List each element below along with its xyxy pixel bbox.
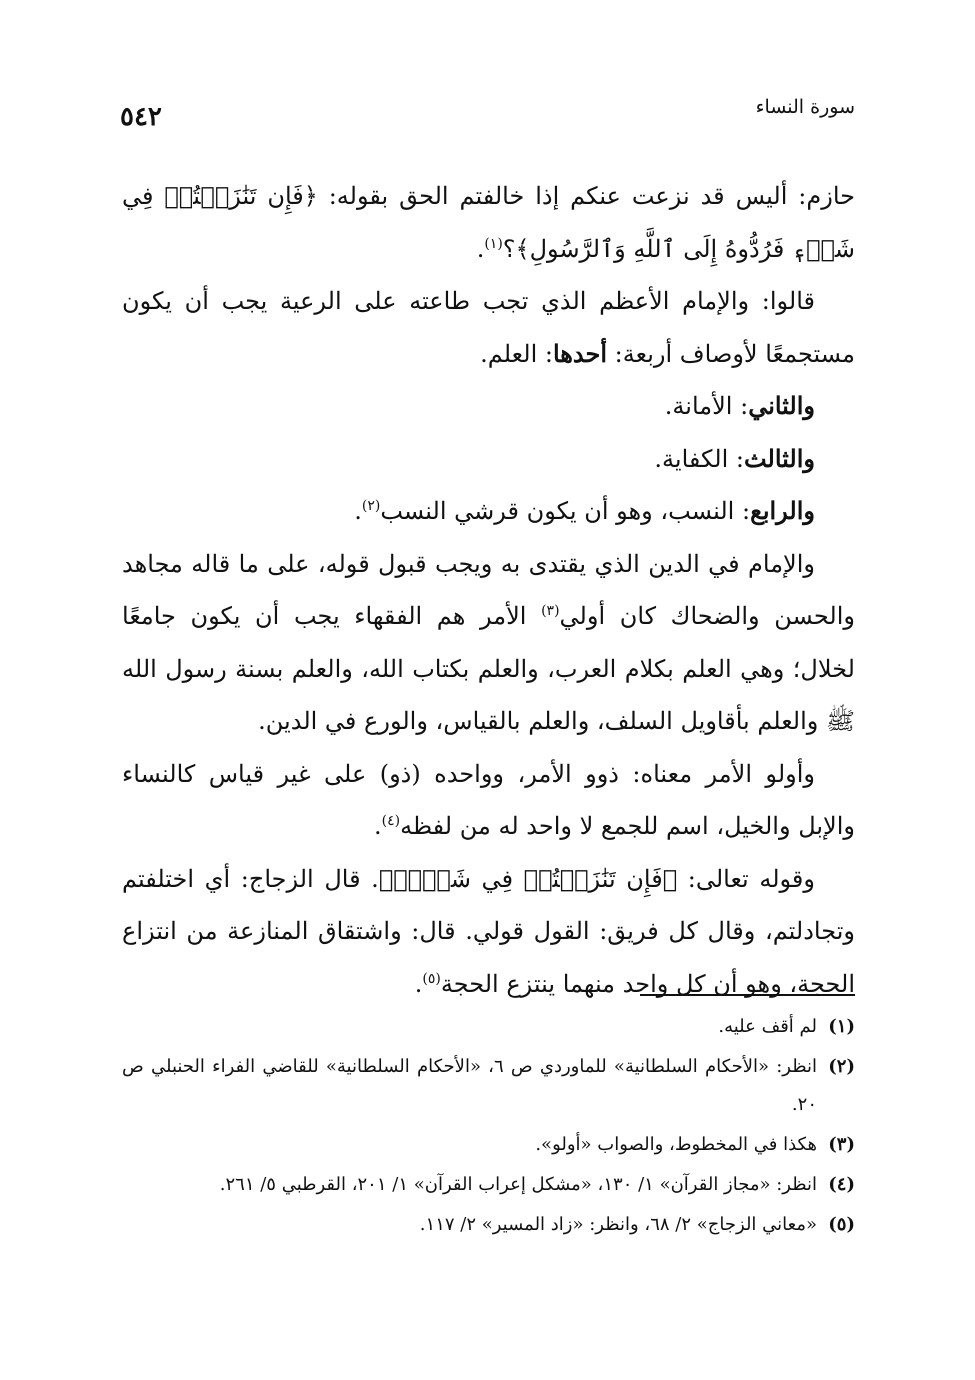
quran-quote: ﴿فَإِن تَنَٰزَعۡتُمۡ فِي شَيۡءٖ﴾	[378, 864, 678, 893]
footnote	[122, 1126, 855, 1164]
paragraph-text: ؟	[502, 234, 516, 263]
footnote-ref: (٥)	[422, 970, 441, 987]
footnote-number: (٣)	[828, 1134, 855, 1155]
footnote-ref: (٣)	[541, 603, 560, 619]
footnote-number: (١)	[828, 1016, 855, 1037]
quran-quote: ﴿فَإِن تَنَٰزَعۡتُمۡ فِي شَيۡءٖ فَرُدُّوهُ إِلَى ٱللَّهِ وَٱلرَّسُولِ﴾	[122, 182, 855, 263]
paragraph	[122, 853, 855, 1011]
footnote-text: انظر: «الأحكام السلطانية» للماوردي ص ٦، «الأحكام السلطانية» للقاضي الفراء الحنبلي ص ٢٠.	[122, 1056, 817, 1115]
paragraph	[122, 275, 855, 380]
footnote	[122, 1048, 855, 1124]
paragraph-text: وقوله تعالى:	[677, 864, 815, 893]
paragraph-text: .	[414, 969, 423, 998]
footnote-text: انظر: «مجاز القرآن» ١/ ١٣٠، «مشكل إعراب القرآن» ١/ ٢٠١، القرطبي ٥/ ٢٦١.	[219, 1174, 817, 1195]
footnote-ref: (٤)	[381, 813, 401, 829]
paragraph-text: : النسب، وهو أن يكون قرشي النسب	[380, 497, 751, 525]
paragraph-text: .	[476, 234, 485, 263]
paragraph-text: : الأمانة.	[664, 392, 749, 420]
main-text	[122, 170, 855, 1010]
paragraph-text: حازم: أليس قد نزعت عنكم إذا خالفتم الحق بقوله:	[317, 182, 855, 210]
bold-term: والرابع	[750, 496, 815, 525]
paragraph-text: والإمام في الدين الذي يقتدى به ويجب قبول قوله، على ما قاله مجاهد والحسن والضحاك كان أولي	[122, 549, 855, 630]
footnote-number: (٥)	[828, 1214, 855, 1235]
paragraph-text: وأولو الأمر معناه: ذوو الأمر، وواحده (ذو) على غير قياس كالنساء والإبل والخيل، اسم للجمع لا واحد له من لفظه	[122, 759, 855, 840]
footnote	[122, 1008, 855, 1046]
paragraph-text: الأمر هم الفقهاء يجب أن يكون جامعًا لخلال؛ وهي العلم بكلام العرب، والعلم بكتاب الله، والعلم بسنة رسول الله ﷺ والعلم بأقاويل السلف، والعلم بالقياس، والورع في الدين.	[122, 602, 855, 735]
footnote	[122, 1206, 855, 1244]
bold-term: أحدها	[552, 338, 608, 368]
paragraph-text: . قال الزجاج: أي اختلفتم وتجادلتم، وقال كل فريق: القول قولي. قال: واشتقاق المنازعة من انتزاع الحجة، وهو أن كل واحد منهما ينتزع الحجة	[122, 864, 855, 998]
footnote-text: لم أقف عليه.	[718, 1016, 817, 1037]
paragraph-text: : الكفاية.	[654, 444, 744, 473]
paragraph-text: .	[354, 497, 362, 525]
page-header	[120, 96, 855, 136]
list-item	[122, 380, 855, 433]
paragraph	[122, 538, 855, 748]
footnote-text: هكذا في المخطوط، والصواب «أولو».	[535, 1134, 817, 1155]
footnotes	[122, 1008, 855, 1246]
footnote-number: (٤)	[828, 1174, 855, 1195]
paragraph-text: : العلم.	[480, 339, 553, 368]
footnote-ref: (١)	[484, 235, 503, 252]
list-item	[122, 485, 855, 538]
page-number: ٥٤٢	[120, 102, 162, 132]
footnote-separator	[640, 994, 855, 996]
bold-term: والثاني	[748, 391, 815, 420]
paragraph-text: .	[373, 812, 382, 840]
bold-term: والثالث	[743, 443, 815, 473]
paragraph-text: قالوا: والإمام الأعظم الذي تجب طاعته على الرعية يجب أن يكون مستجمعًا لأوصاف أربعة:	[122, 287, 855, 368]
paragraph	[122, 170, 855, 275]
running-title: سورة النساء	[755, 96, 855, 118]
footnote	[122, 1166, 855, 1204]
footnote-number: (٢)	[828, 1056, 855, 1077]
footnote-ref: (٢)	[361, 498, 381, 514]
paragraph	[122, 748, 855, 853]
list-item	[122, 433, 855, 486]
footnote-text: «معاني الزجاج» ٢/ ٦٨، وانظر: «زاد المسير» ٢/ ١١٧.	[419, 1214, 817, 1235]
